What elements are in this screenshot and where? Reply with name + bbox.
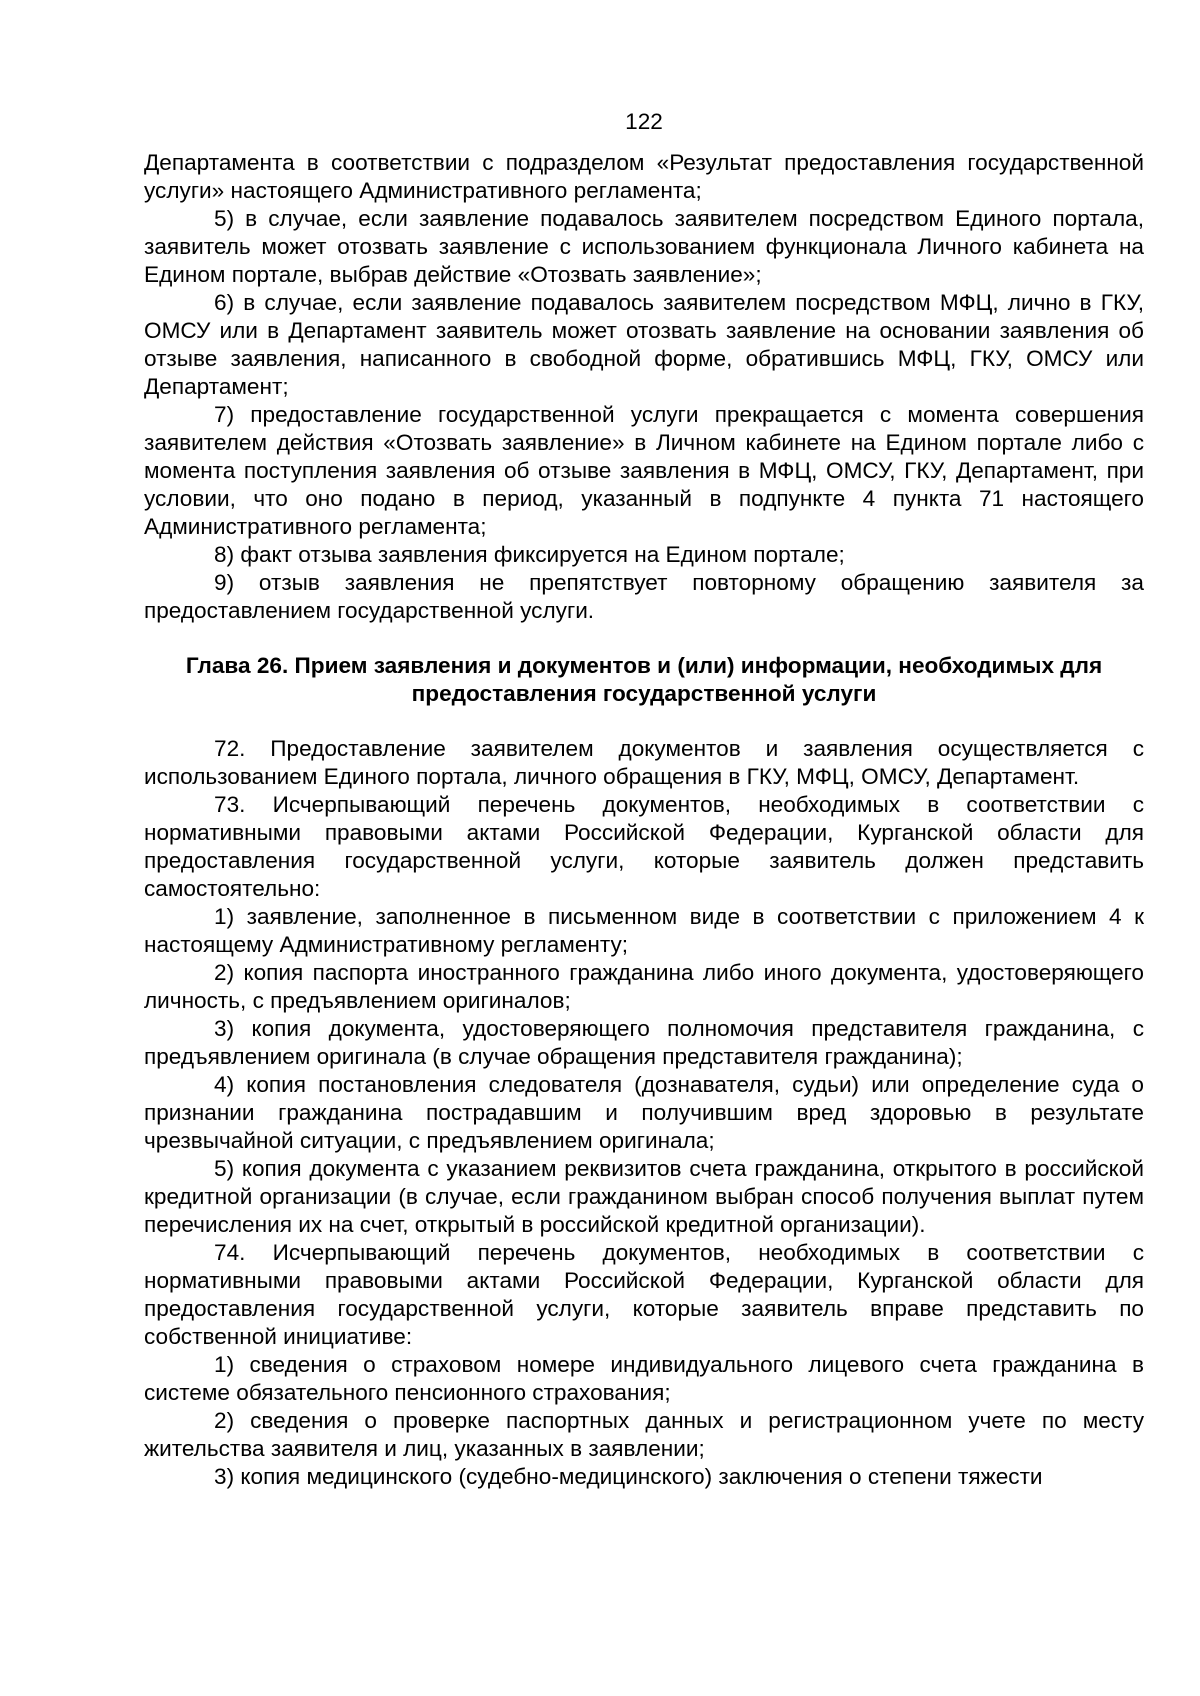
clause-72: 72. Предоставление заявителем документов и заявления осуществляется с использованием Единого портала, личного обращения в ГКУ, МФЦ, ОМСУ, Департамент. (144, 736, 1144, 789)
list-item-6: 6) в случае, если заявление подавалось заявителем посредством МФЦ, лично в ГКУ, ОМСУ или в Департамент заявитель может отозвать заявление на основании заявления об отзыве заявления, написанного в свободной форме, обратившись МФЦ, ГКУ, ОМСУ или Департамент; (144, 290, 1144, 399)
list-item-5: 5) в случае, если заявление подавалось заявителем посредством Единого портала, заявитель может отозвать заявление с использованием функционала Личного кабинета на Едином портале, выбрав действие «Отозвать заявление»; (144, 206, 1144, 287)
document-page (144, 108, 1144, 1491)
clause-73-item-3: 3) копия документа, удостоверяющего полномочия представителя гражданина, с предъявлением оригинала (в случае обращения представителя гражданина); (144, 1016, 1144, 1069)
paragraph-continuation: Департамента в соответствии с подразделом «Результат предоставления государственной услуги» настоящего Административного регламента; (144, 150, 1144, 203)
clause-73-item-1: 1) заявление, заполненное в письменном виде в соответствии с приложением 4 к настоящему Административному регламенту; (144, 904, 1144, 957)
list-item-7: 7) предоставление государственной услуги прекращается с момента совершения заявителем действия «Отозвать заявление» в Личном кабинете на Едином портале либо с момента поступления заявления об отзыве заявления в МФЦ, ОМСУ, ГКУ, Департамент, при условии, что оно подано в период, указанный в подпункте 4 пункта 71 настоящего Административного регламента; (144, 402, 1144, 539)
list-item-8: 8) факт отзыва заявления фиксируется на Едином портале; (214, 542, 845, 567)
clause-74: 74. Исчерпывающий перечень документов, необходимых в соответствии с нормативными правовыми актами Российской Федерации, Курганской области для предоставления государственной услуги, которые заявитель вправе представить по собственной инициативе: (144, 1240, 1144, 1349)
clause-74-item-2: 2) сведения о проверке паспортных данных и регистрационном учете по месту жительства заявителя и лиц, указанных в заявлении; (144, 1408, 1144, 1461)
clause-73-item-2: 2) копия паспорта иностранного гражданина либо иного документа, удостоверяющего личность, с предъявлением оригиналов; (144, 960, 1144, 1013)
chapter-heading: Глава 26. Прием заявления и документов и (или) информации, необходимых для предоставления государственной услуги (185, 653, 1103, 706)
list-item-9: 9) отзыв заявления не препятствует повторному обращению заявителя за предоставлением государственной услуги. (144, 570, 1144, 623)
clause-73-item-5: 5) копия документа с указанием реквизитов счета гражданина, открытого в российской кредитной организации (в случае, если гражданином выбран способ получения выплат путем перечисления их на счет, открытый в российской кредитной организации). (144, 1156, 1144, 1237)
clause-73: 73. Исчерпывающий перечень документов, необходимых в соответствии с нормативными правовыми актами Российской Федерации, Курганской области для предоставления государственной услуги, которые заявитель должен представить самостоятельно: (144, 792, 1144, 901)
clause-73-item-4: 4) копия постановления следователя (дознавателя, судьи) или определение суда о признании гражданина пострадавшим и получившим вред здоровью в результате чрезвычайной ситуации, с предъявлением оригинала; (144, 1072, 1144, 1153)
clause-74-item-3: 3) копия медицинского (судебно-медицинского) заключения о степени тяжести (214, 1464, 1043, 1489)
clause-74-item-1: 1) сведения о страховом номере индивидуального лицевого счета гражданина в системе обязательного пенсионного страхования; (144, 1352, 1144, 1405)
page-number: 122 (625, 109, 663, 134)
